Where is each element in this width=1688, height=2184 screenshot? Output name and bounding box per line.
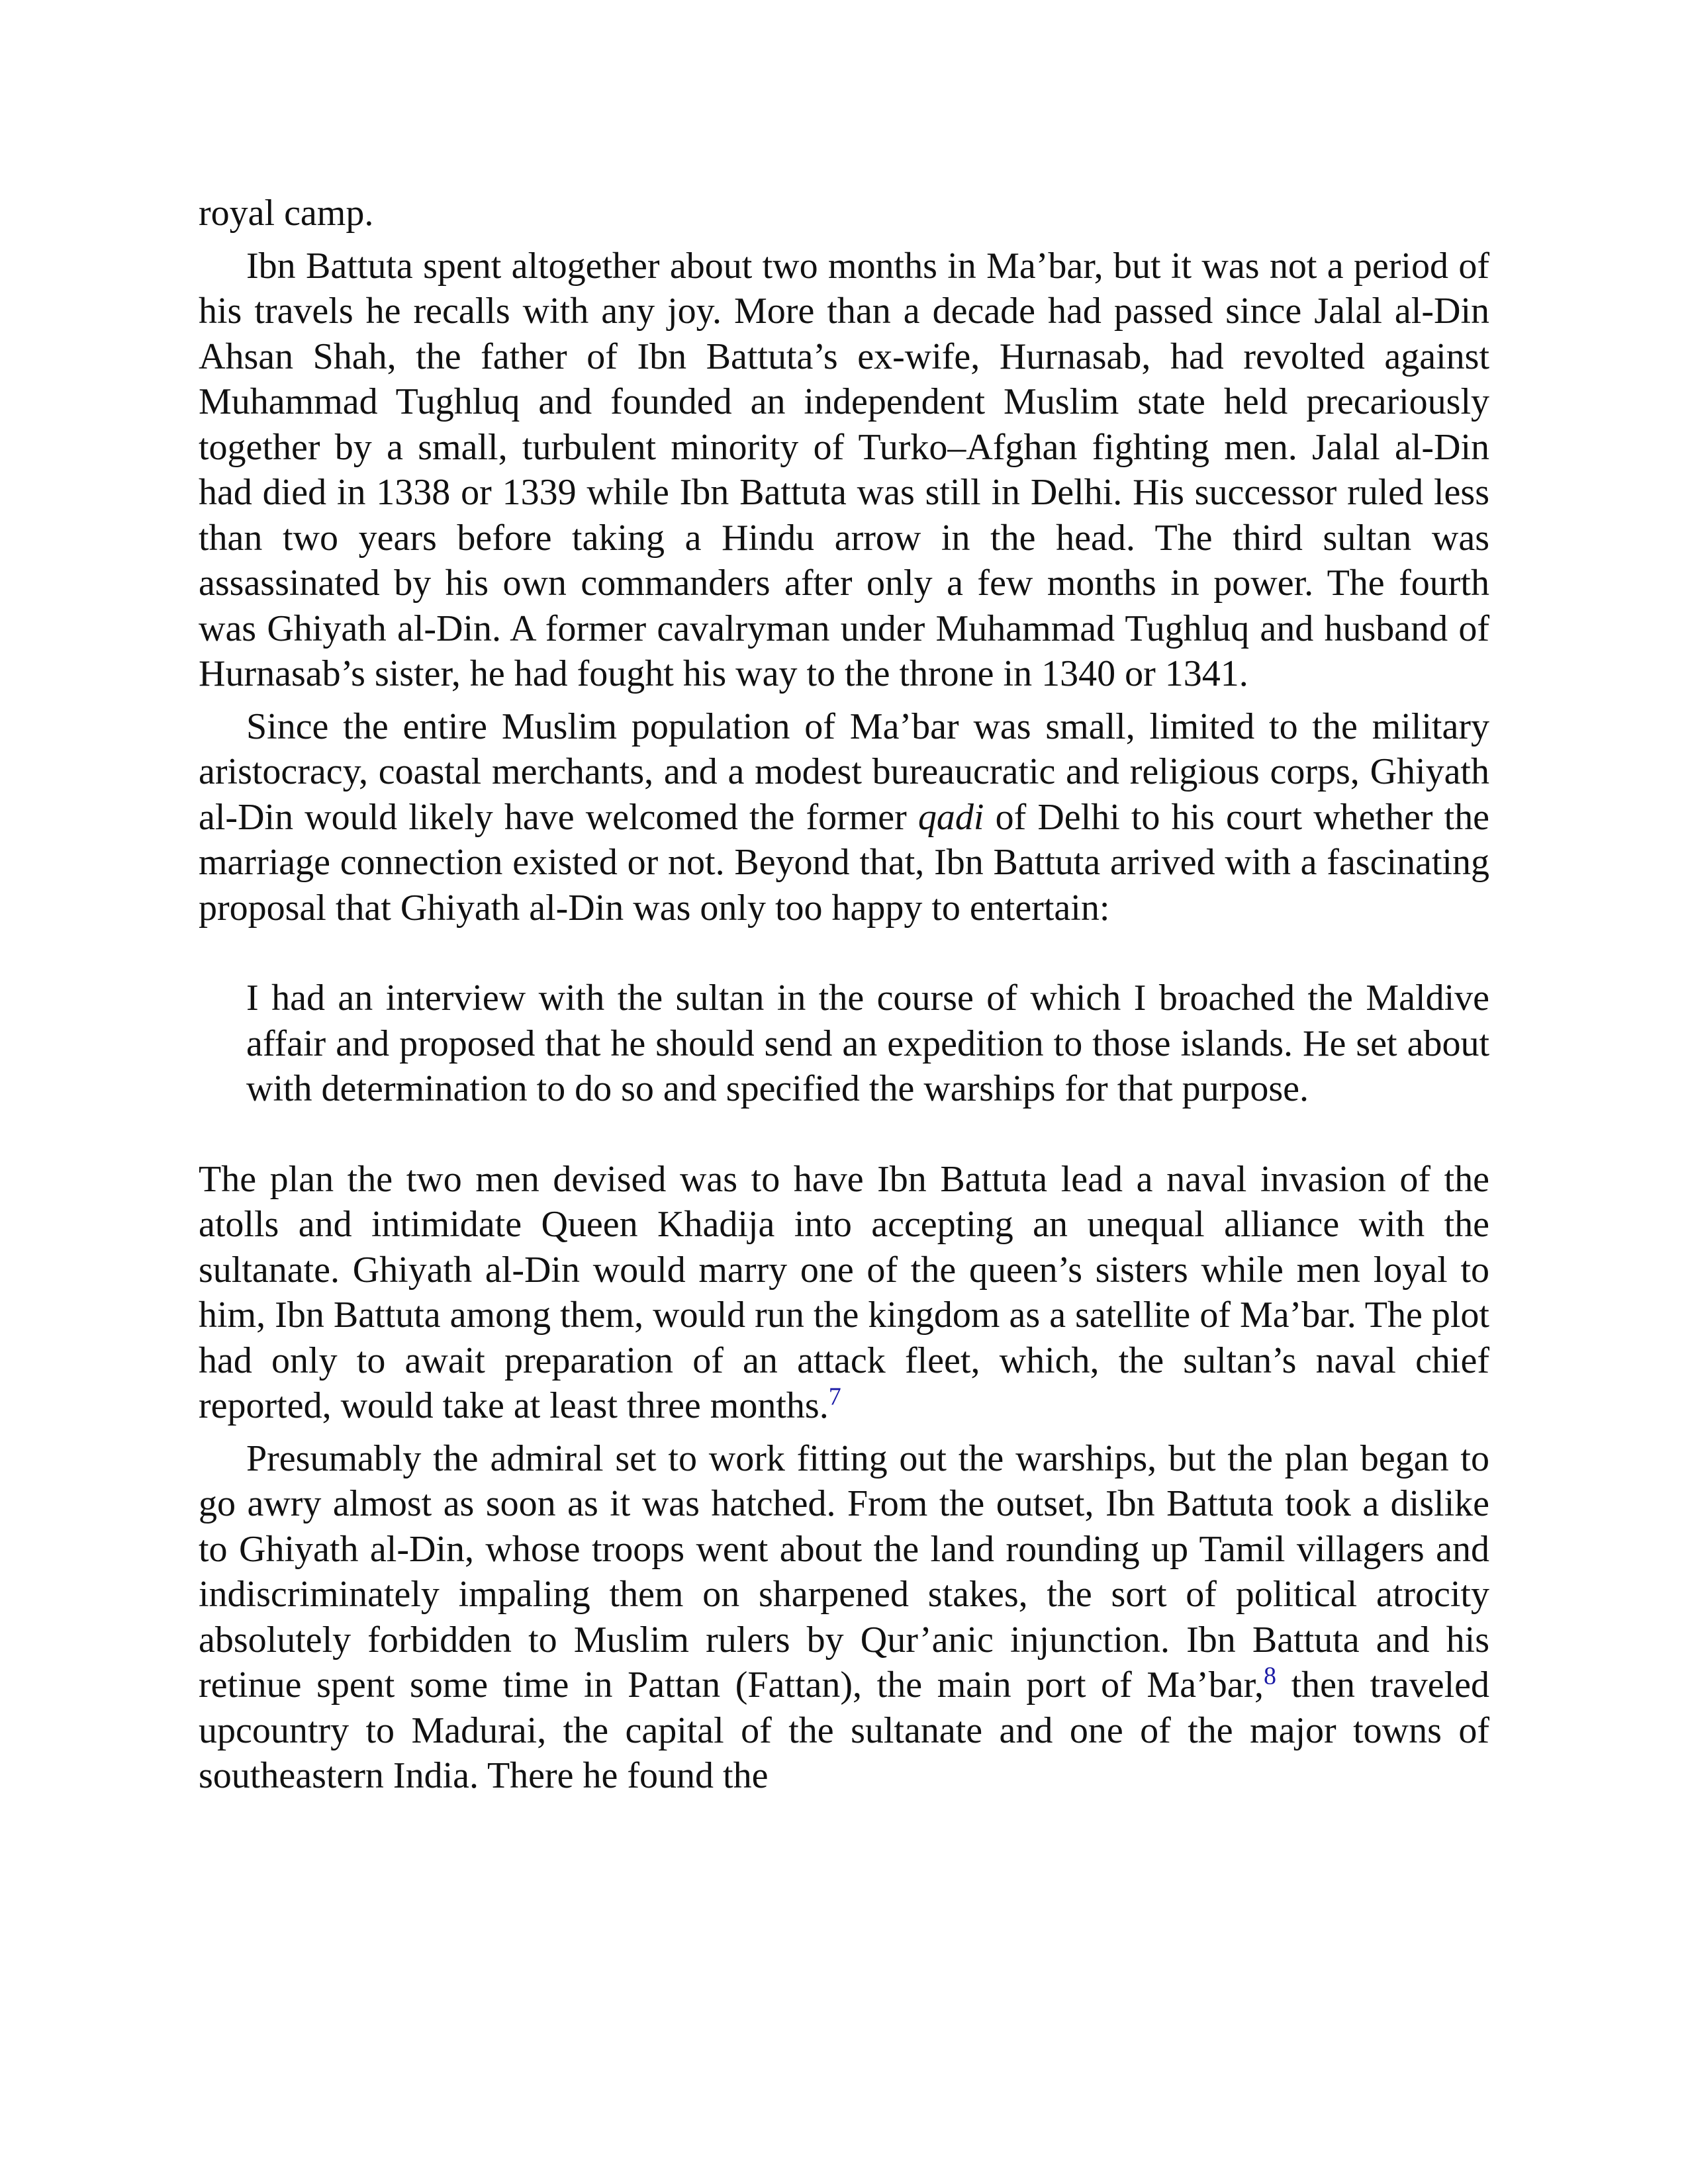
quote-text: I had an interview with the sultan in the course of which I broached the Maldive affair and proposed that he should send an expedition to those islands. He set about with determination to do so and specified the warships for that purpose. bbox=[246, 978, 1489, 1109]
footnote-link[interactable]: 8 bbox=[1263, 1662, 1276, 1690]
paragraph-ibn-battuta-in-mabar bbox=[199, 244, 1489, 697]
paragraph-continuation bbox=[199, 191, 1489, 236]
paragraph-muslim-population bbox=[199, 704, 1489, 931]
footnote-link[interactable]: 7 bbox=[828, 1383, 841, 1411]
paragraph-text-end: of Delhi to his court whether the marriage connection existed or not. Beyond that, Ibn Battuta arrived with a fascinating proposal that Ghiyath al-Din was only too happy to entertain: bbox=[199, 796, 1490, 929]
paragraph-invasion-plan bbox=[199, 1157, 1489, 1429]
paragraph-text-start: Presumably the admiral set to work fitting out the warships, but the plan began to go awry almost as soon as it was hatched. From the outset, Ibn Battuta took a dislike to Ghiyath al-Din, whose troops went about the land rounding up Tamil villagers and indiscriminately impaling them on sharpened stakes, the sort of political atrocity absolutely forbidden to Muslim rulers by Qur’anic injunction. Ibn Battuta and his retinue spent some time in Pattan (Fattan), the main port of Ma’bar, bbox=[199, 1437, 1489, 1706]
book-page bbox=[199, 191, 1489, 1799]
italic-term: qadi bbox=[917, 796, 984, 838]
paragraph-text: Ibn Battuta spent altogether about two months in Ma’bar, but it was not a period of his travels he recalls with any joy. More than a decade had passed since Jalal al-Din Ahsan Shah, the father of Ibn Battuta’s ex-wife, Hurnasab, had revolted against Muhammad Tughluq and founded an independent Muslim state held precariously together by a small, turbulent minority of Turko–Afghan fighting men. Jalal al-Din had died in 1338 or 1339 while Ibn Battuta was still in Delhi. His successor ruled less than two years before taking a Hindu arrow in the head. The third sultan was assassinated by his own commanders after only a few months in power. The fourth was Ghiyath al-Din. A former cavalryman under Muhammad Tughluq and husband of Hurnasab’s sister, he had fought his way to the throne in 1340 or 1341. bbox=[199, 245, 1489, 694]
paragraph-text-end: then traveled upcountry to Madurai, the capital of the sultanate and one of the major towns of southeastern India. There he found the bbox=[199, 1664, 1489, 1796]
block-quote bbox=[246, 976, 1489, 1112]
paragraph-text: royal camp. bbox=[199, 193, 374, 234]
paragraph-text: The plan the two men devised was to have Ibn Battuta lead a naval invasion of the atolls and intimidate Queen Khadija into accepting an unequal alliance with the sultanate. Ghiyath al-Din would marry one of the queen’s sisters while men loyal to him, Ibn Battuta among them, would run the kingdom as a satellite of Ma’bar. The plot had only to await preparation of an attack fleet, which, the sultan’s naval chief reported, would take at least three months. bbox=[199, 1158, 1489, 1426]
paragraph-plan-goes-awry bbox=[199, 1436, 1489, 1799]
paragraph-text-start: Since the entire Muslim population of Ma’bar was small, limited to the military aristocracy, coastal merchants, and a modest bureaucratic and religious corps, Ghiyath al-Din would likely have welcomed the former bbox=[199, 705, 1489, 838]
